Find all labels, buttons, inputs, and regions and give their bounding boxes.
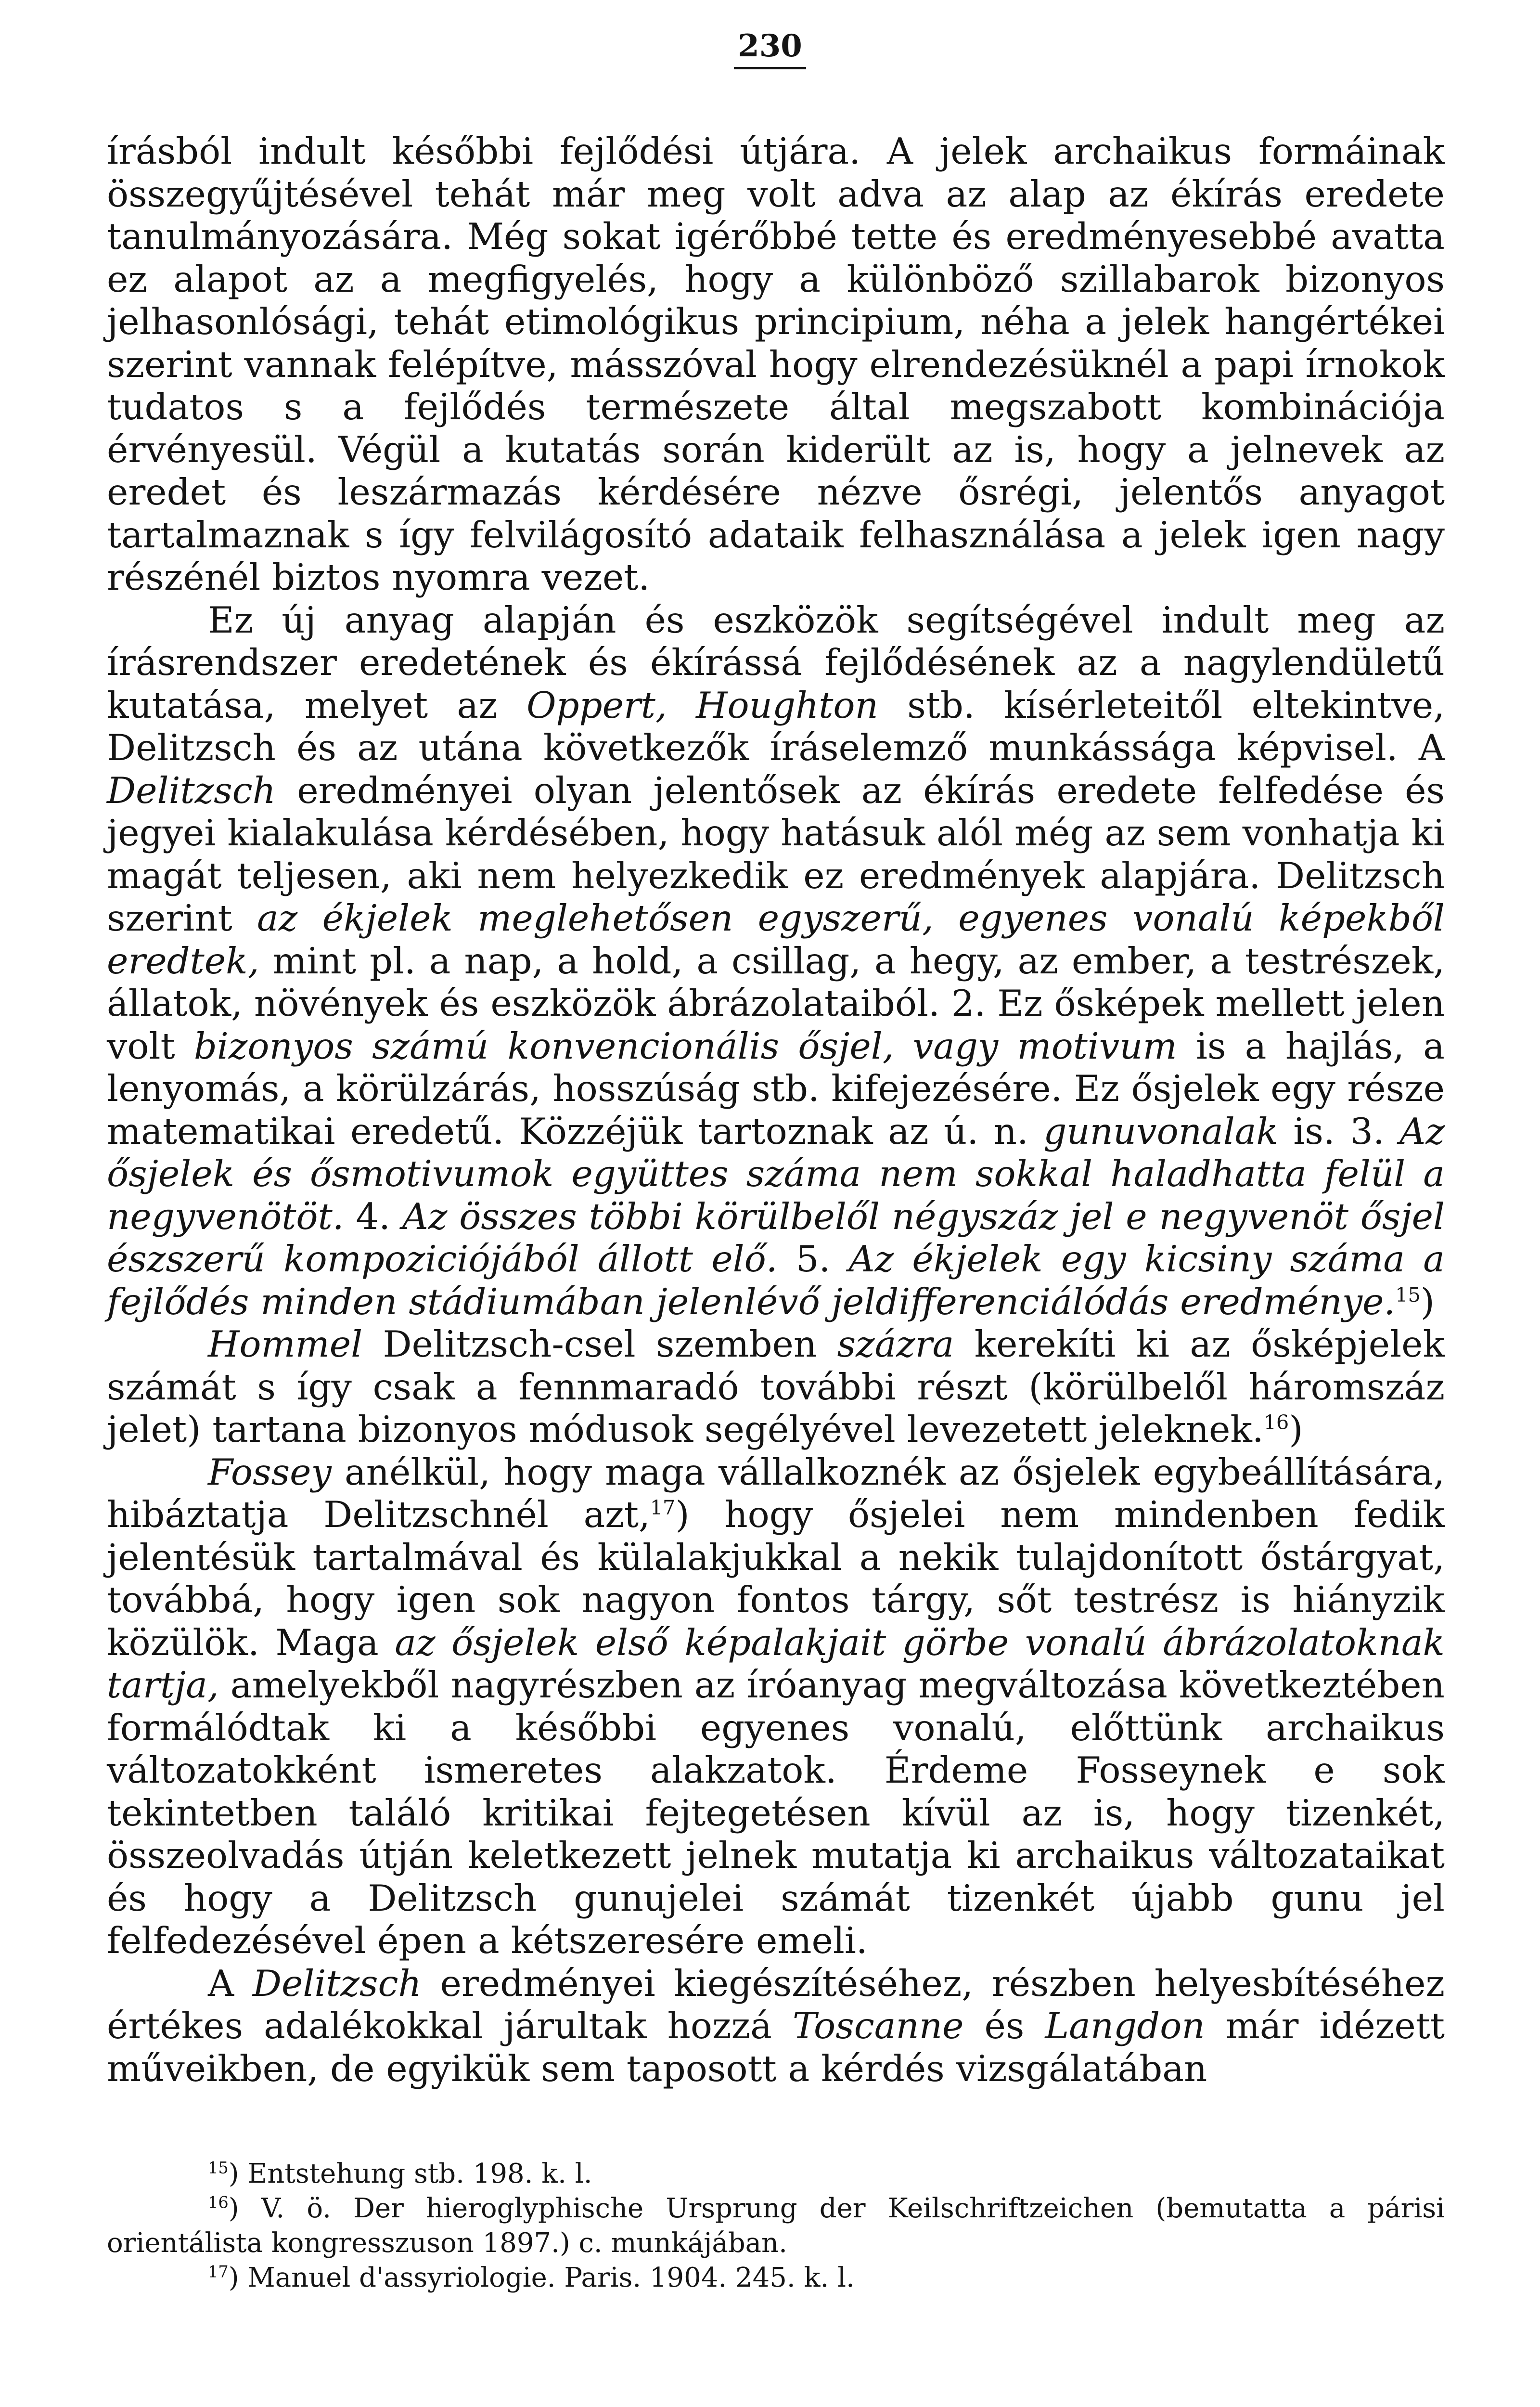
footnote <box>107 2191 1445 2261</box>
footnote-ref: 16 <box>208 2193 229 2212</box>
text-run: is a hajlás, a lenyomás, a körülzárás, hosszúság stb. kifejezésére. Ez ősjelek egy része matematikai eredetű. Közzéjük tartoznak az ú. n. <box>107 1024 1445 1152</box>
page-number: 230 <box>0 28 1540 69</box>
text-run: ) hogy ősjelei nem mindenben fedik jelentésük tartalmával és külalakjukkal a nekik tulajdonított őstárgyat, továbbá, hogy igen sok nagyon fontos tárgy, sőt testrész is hiányzik közülök. Maga <box>107 1493 1445 1664</box>
italic-text: Az ékjelek egy kicsiny száma a fejlődés minden stádiumában jelenlévő jeldifferenciálódás eredménye. <box>107 1238 1445 1323</box>
footnote <box>107 2157 1445 2191</box>
footnotes <box>107 2157 1445 2295</box>
footnote <box>107 2261 1445 2295</box>
italic-text: százra <box>837 1323 954 1365</box>
paragraph <box>107 1962 1445 2090</box>
italic-text: Langdon <box>1045 2005 1205 2047</box>
text-run: 5. <box>777 1238 849 1280</box>
text-run: 4. <box>344 1195 402 1238</box>
paragraph <box>107 1323 1445 1451</box>
italic-text: Toscanne <box>792 2005 964 2047</box>
text-run: ) V. ö. Der hieroglyphische Ursprung der Keilschriftzeichen (bemutatta a párisi orientálista kongresszuson 1897.) c. munkájában. <box>107 2193 1445 2259</box>
text-run: ) <box>1289 1408 1303 1450</box>
italic-text: az ékjelek meglehetősen egyszerű, egyenes vonalú képekből eredtek, <box>107 897 1445 982</box>
text-run: ) <box>1420 1280 1435 1323</box>
text-run: és <box>963 2005 1045 2047</box>
text-run: Delitzsch-csel szemben <box>362 1323 837 1365</box>
italic-text: az ősjelek első képalakjait görbe vonalú ábrázolatoknak tartja, <box>107 1621 1445 1706</box>
footnote-ref: 17 <box>208 2262 229 2281</box>
text-run: ) Manuel d'assyriologie. Paris. 1904. 245. k. l. <box>228 2262 855 2293</box>
italic-text: Az összes többi körülbelől négyszáz jel e negyvenöt ősjel észszerű kompoziciójából állott elő. <box>107 1195 1445 1280</box>
italic-text: gunuvonalak <box>1043 1110 1278 1152</box>
italic-text: Fossey <box>208 1450 332 1493</box>
text-run: A <box>208 1962 253 2005</box>
paragraph <box>107 599 1445 1323</box>
footnote-ref: 15 <box>1395 1283 1421 1307</box>
text-run: amelyekből nagyrészben az íróanyag megváltozása következtében formálódtak ki a későbbi egyenes vonalú, előttünk archaikus változatokként ismeretes alakzatok. Érdeme Fosseynek e sok tekintetben találó kritikai fejtegetésen kívül az is, hogy tizenkét, összeolvadás útján keletkezett jelnek mutatja ki archaikus változataikat és hogy a Delitzsch gunujelei számát tizenkét újabb gunu jel felfedezésével épen a kétszeresére emeli. <box>107 1664 1445 1962</box>
paragraph <box>107 1451 1445 1962</box>
text-run: anélkül, hogy maga vállalkoznék az ősjelek egybeállítására, hibáztatja Delitzschnél azt, <box>107 1450 1445 1536</box>
text-run: kerekíti ki az ősképjelek számát s így csak a fennmaradó további részt (körülbelől háromszáz jelet) tartana bizonyos módusok segélyével levezetett jeleknek. <box>107 1323 1445 1450</box>
text-run: eredményei olyan jelentősek az ékírás eredete felfedése és jegyei kialakulása kérdésében, hogy hatásuk alól még az sem vonhatja ki magát teljesen, aki nem helyezkedik ez eredmények alapjára. Delitzsch szerint <box>107 769 1445 939</box>
main-text <box>107 130 1445 2090</box>
text-run: már idézett műveikben, de egyikük sem taposott a kérdés vizsgálatában <box>107 2005 1445 2090</box>
italic-text: Hommel <box>208 1323 363 1365</box>
paragraph <box>107 130 1445 599</box>
text-run: Ez új anyag alapján és eszközök segítségével indult meg az írásrendszer eredetének és ékírássá fejlődésének az a nagylendületű kutatása, melyet az <box>107 598 1445 726</box>
text-run: stb. kísérleteitől eltekintve, Delitzsch és az utána következők íráselemző munkássága képvisel. A <box>107 684 1445 769</box>
italic-text: Oppert, Houghton <box>526 684 878 726</box>
text-run: ) Entstehung stb. 198. k. l. <box>228 2158 592 2189</box>
text-run: mint pl. a nap, a hold, a csillag, a hegy, az ember, a testrészek, állatok, növények és eszközök ábrázolataiból. 2. Ez ősképek mellett jelen volt <box>107 939 1445 1067</box>
italic-text: Delitzsch <box>107 769 276 812</box>
italic-text: Az ősjelek és ősmotivumok együttes száma nem sokkal haladhatta felül a negyvenötöt. <box>107 1110 1445 1238</box>
italic-text: Delitzsch <box>252 1962 422 2005</box>
text-run: is. 3. <box>1278 1110 1400 1152</box>
text-run: írásból indult későbbi fejlődési útjára. A jelek archaikus formáinak összegyűjtésével tehát már meg volt adva az alap az ékírás eredete tanulmányozására. Még sokat igérőbbé tette és eredményesebbé avatta ez alapot az a megfigyelés, hogy a különböző szillabarok bizonyos jelhasonlósági, tehát etimológikus principium, néha a jelek hangértékei szerint vannak felépítve, másszóval hogy elrendezésüknél a papi írnokok tudatos s a fejlődés természete által megszabott kombinációja érvényesül. Végül a kutatás során kiderült az is, hogy a jelnevek az eredet és leszármazás kérdésére nézve ősrégi, jelentős anyagot tartalmaznak s így felvilágosító adataik felhasználása a jelek igen nagy részénél biztos nyomra vezet. <box>107 130 1445 598</box>
footnote-ref: 16 <box>1263 1411 1289 1434</box>
italic-text: bizonyos számú konvencionális ősjel, vagy motivum <box>193 1024 1177 1067</box>
footnote-ref: 15 <box>208 2158 229 2177</box>
text-run: eredményei kiegészítéséhez, részben helyesbítéséhez értékes adalékokkal járultak hozzá <box>107 1962 1445 2047</box>
footnote-ref: 17 <box>650 1496 676 1519</box>
